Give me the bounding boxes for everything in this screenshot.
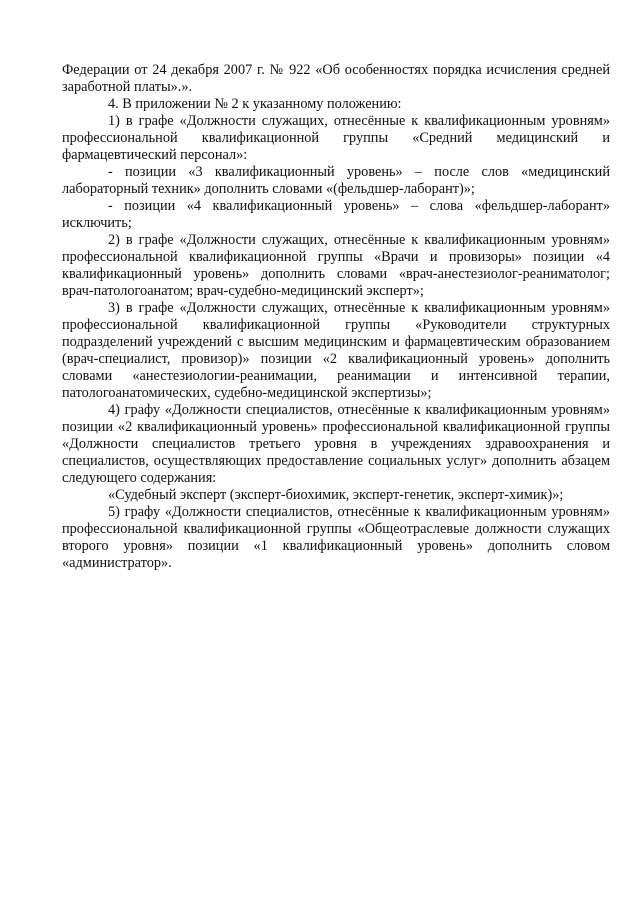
paragraph-subitem-1: 1) в графе «Должности служащих, отнесённые к квалификационным уровням» профессиональной квалификационной группы «Средний медицинский и фармацевтический персонал»:: [62, 113, 610, 163]
paragraph-subitem-2: 2) в графе «Должности служащих, отнесённые к квалификационным уровням» профессиональной квалификационной группы «Врачи и провизоры» позиции «4 квалификационный уровень» дополнить словами «врач-анестезиолог-реаниматолог; врач-патологоанатом; врач-судебно-медицинский эксперт»;: [62, 232, 610, 299]
paragraph-item-4-heading: 4. В приложении № 2 к указанному положению:: [108, 96, 402, 112]
paragraph-subitem-4: 4) графу «Должности специалистов, отнесённые к квалификационным уровням» позиции «2 квалификационный уровень» профессиональной квалификационной группы «Должности специалистов третьего уровня в учреждениях здравоохранения и специалистов, осуществляющих предоставление социальных услуг» дополнить абзацем следующего содержания:: [62, 402, 610, 486]
paragraph-subitem-1-dash-2: - позиции «4 квалификационный уровень» – слова «фельдшер-лаборант» исключить;: [62, 198, 610, 231]
document-page: [62, 62, 610, 572]
paragraph-subitem-1-dash-1: - позиции «3 квалификационный уровень» – после слов «медицинский лабораторный техник» дополнить словами «(фельдшер-лаборант)»;: [62, 164, 610, 197]
paragraph-continuation: Федерации от 24 декабря 2007 г. № 922 «Об особенностях порядка исчисления средней заработной платы».».: [62, 62, 610, 95]
paragraph-subitem-5: 5) графу «Должности специалистов, отнесённые к квалификационным уровням» профессиональной квалификационной группы «Общеотраслевые должности служащих второго уровня» позиции «1 квалификационный уровень» дополнить словом «администратор».: [62, 504, 610, 571]
paragraph-subitem-3: 3) в графе «Должности служащих, отнесённые к квалификационным уровням» профессиональной квалификационной группы «Руководители структурных подразделений учреждений с высшим медицинским и фармацевтическим образованием (врач-специалист, провизор)» позиции «2 квалификационный уровень» дополнить словами «анестезиологии-реанимации, реанимации и интенсивной терапии, патологоанатомических, судебно-медицинской экспертизы»;: [62, 300, 610, 401]
paragraph-subitem-4-quote: «Судебный эксперт (эксперт-биохимик, эксперт-генетик, эксперт-химик)»;: [108, 487, 564, 503]
